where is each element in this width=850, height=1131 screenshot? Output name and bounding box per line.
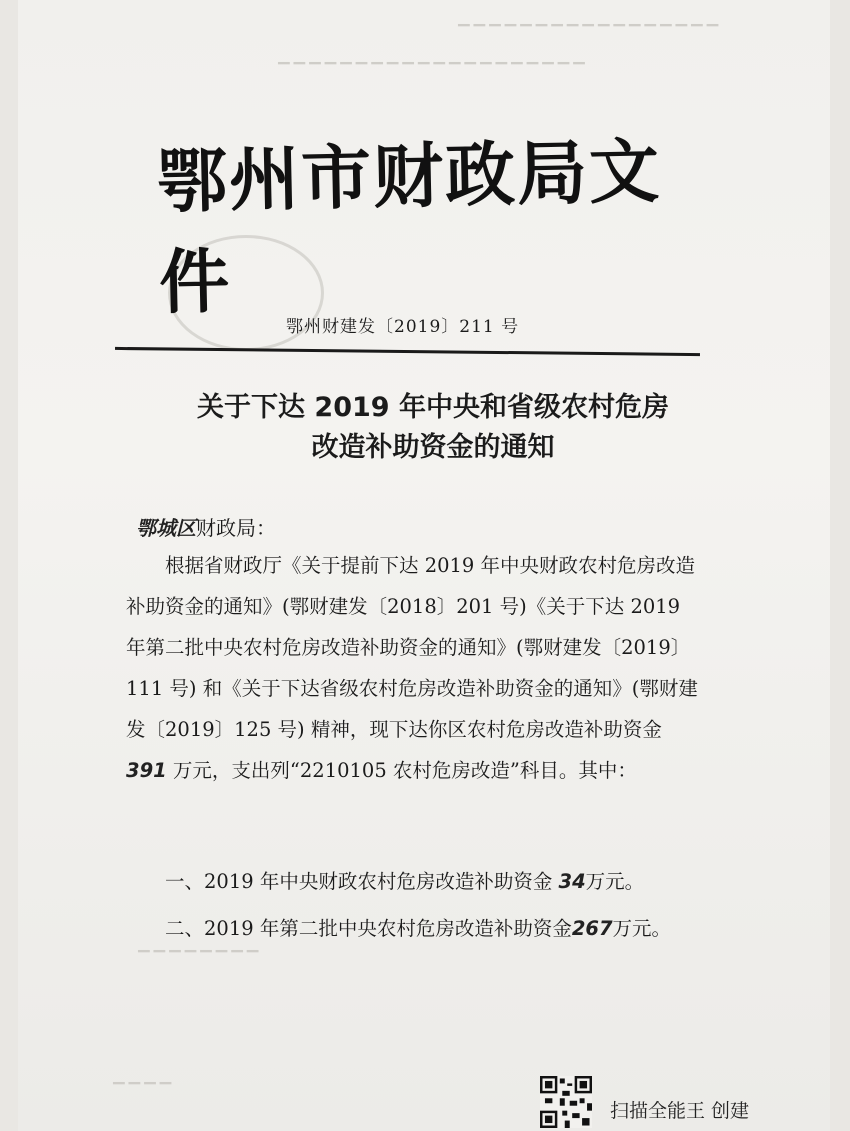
header-rule — [115, 347, 700, 356]
addressee-suffix: 财政局： — [196, 516, 276, 540]
body-text-1: 根据省财政厅《关于提前下达 2019 年中央财政农村危房改造补助资金的通知》(鄂财建发〔2018〕201 号)《关于下达 2019 年第二批中央农村危房改造补助资金的通知》(鄂财建发〔2019〕111 号) 和《关于下达省级农村危房改造补助资金的通知》(鄂财建发〔2019〕125 号) 精神，现下达你区农村危房改造补助资金 — [126, 554, 698, 741]
document-title — [153, 388, 713, 468]
bleed-through-text: ▔▔▔▔▔▔▔▔▔▔▔▔▔▔▔▔▔▔▔▔ — [278, 62, 589, 80]
qr-code-icon — [540, 1076, 592, 1128]
document-masthead: 鄂州市财政局文件 — [156, 130, 662, 324]
handwritten-item2-amount: 267 — [571, 917, 613, 940]
item1-suffix: 万元。 — [585, 870, 645, 893]
document-number: 鄂州财建发〔2019〕211 号 — [286, 317, 520, 337]
bleed-through-text: ▔▔▔▔ — [113, 1082, 176, 1100]
body-text-2: 万元，支出列“2210105 农村危房改造”科目。其中： — [166, 759, 637, 782]
handwritten-addressee: 鄂城区 — [136, 516, 196, 540]
item2-text: 二、2019 年第二批中央农村危房改造补助资金 — [165, 917, 572, 940]
item1-text: 一、2019 年中央财政农村危房改造补助资金 — [165, 870, 559, 893]
addressee — [136, 512, 276, 541]
list-item-2 — [126, 913, 706, 941]
item2-suffix: 万元。 — [612, 917, 672, 940]
title-line-2: 改造补助资金的通知 — [311, 432, 555, 463]
scanner-watermark-label: 扫描全能王 创建 — [610, 1100, 750, 1122]
bleed-through-text: ▔▔▔▔▔▔▔▔▔▔▔▔▔▔▔▔▔ — [458, 24, 723, 42]
list-item-1 — [126, 866, 706, 894]
title-line-1: 关于下达 2019 年中央和省级农村危房 — [197, 392, 669, 423]
body-paragraph — [126, 545, 698, 791]
document-page — [18, 0, 830, 1131]
handwritten-total-amount: 391 — [126, 759, 167, 782]
bleed-through-text: ▔▔▔▔▔▔▔▔ — [138, 950, 263, 968]
handwritten-item1-amount: 34 — [558, 870, 586, 893]
